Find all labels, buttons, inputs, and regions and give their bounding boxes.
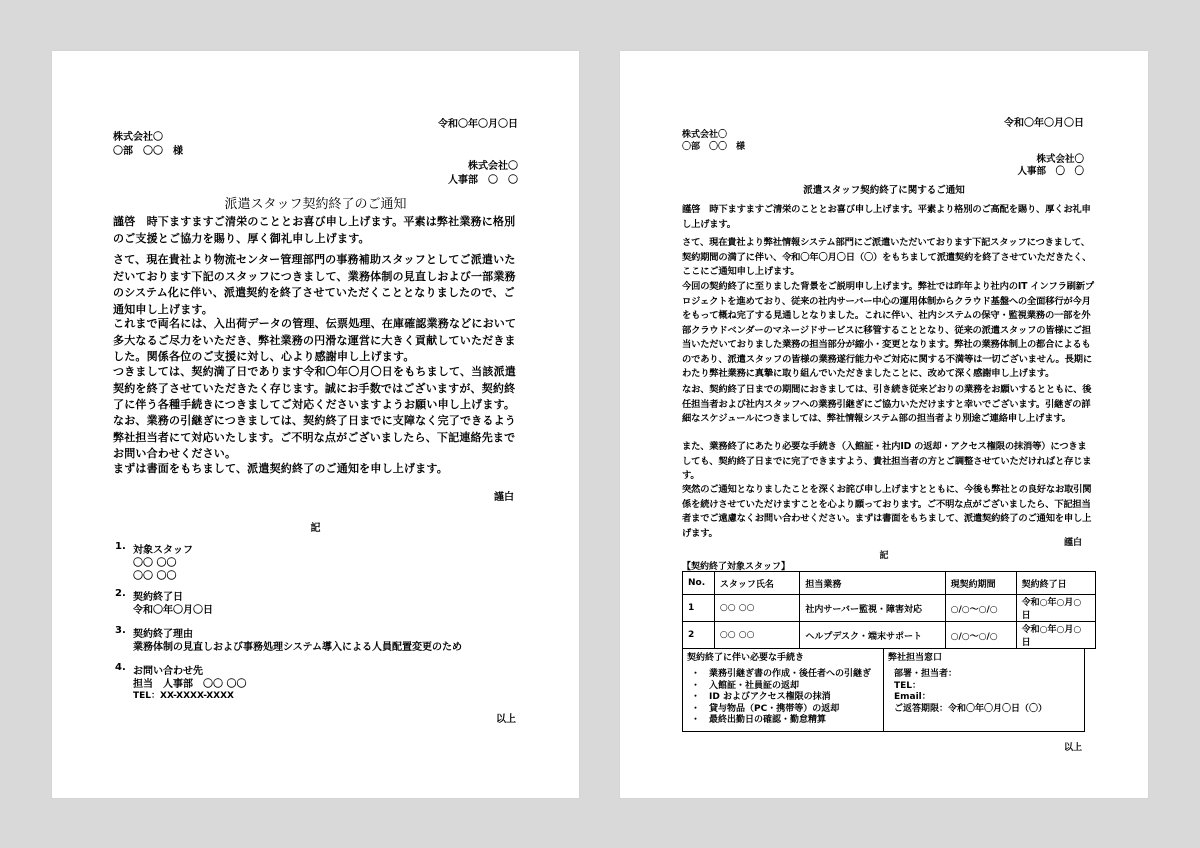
table-cell: 社内サーバー監視・障害対応 [800,595,945,622]
table-header-row [683,572,1096,595]
closing-kinpaku: 謹白 [494,492,514,503]
table-cell: ○/○〜○/○ [945,622,1016,649]
document-page-2 [620,51,1148,798]
sender-company: 株式会社〇 [1036,154,1084,165]
document-page-1 [52,51,579,798]
body-paragraph: 突然のご通知となりましたことを深くお詫び申し上げますとともに、今後も弊社との良好なお取引関係を続けさせていただけますことを心より願っております。ご不明な点がございましたら、下記担当者までご遠慮なくお問い合わせください。まずは書面をもちまして、派遣契約終了のご通知を申し上げます。 [682,484,1092,539]
item-line: TEL：XX-XXXX-XXXX [133,691,234,701]
letter-date: 令和〇年〇月〇日 [438,119,518,130]
closing-kinpaku: 謹白 [1063,538,1082,548]
letter-title: 派遣スタッフ契約終了に関するご通知 [803,185,965,196]
table-row [683,595,1096,622]
closing-ijou: 以上 [1063,743,1082,753]
item-number: 3. [115,625,126,636]
list-item: Email： [894,692,931,702]
ki-marker: 記 [310,523,321,534]
recipient-company: 株式会社〇 [682,130,728,140]
table-cell: 令和○年○月○日 [1016,622,1095,649]
contact-title: 弊社担当窓口 [888,653,943,663]
body-paragraph: さて、現在貴社より物流センター管理部門の事務補助スタッフとしてご派遣いただいております下記のスタッフにつきまして、業務体制の見直しおよび一部業務のシステム化に伴い、派遣契約を終了させていただくこととなりましたので、ご通知申し上げます。 [113,253,516,316]
sender-dept: 人事部 〇 〇 [448,175,518,186]
item-line: 業務体制の見直しおよび事務処理システム導入による人員配置変更のため [133,642,462,653]
table-cell: ○○ ○○ [714,622,799,649]
table-cell: ○○ ○○ [714,595,799,622]
table-cell: 令和○年○月○日 [1016,595,1095,622]
contact-list [894,669,1047,715]
list-item: ・ 最終出勤日の確認・勤怠精算 [691,715,827,725]
item-title: 契約終了日 [133,592,183,603]
detail-list [115,541,535,711]
list-item: ・ ID およびアクセス権限の抹消 [691,692,831,702]
list-item: ・ 貸与物品（PC・携帯等）の返却 [691,703,840,714]
item-title: 契約終了理由 [133,629,193,640]
body-paragraph: まずは書面をもちまして、派遣契約終了のご通知を申し上げます。 [113,462,448,475]
header-period: 現契約期間 [945,572,1016,595]
item-number: 2. [115,588,126,599]
procedures-list [691,669,871,727]
recipient-person: 〇部 〇〇 様 [113,146,183,157]
table-cell: 1 [683,595,715,622]
list-item: 部署・担当者： [894,669,958,679]
body-paragraph: なお、業務の引継ぎにつきましては、契約終了日までに支障なく完了できるよう弊社担当者にて対応いたします。ご不明な点がございましたら、下記連絡先までお問い合わせください。 [113,414,516,460]
item-number: 1. [115,541,126,552]
table-cell: 2 [683,622,715,649]
item-line: 担当 人事部 〇〇 〇〇 [133,679,247,690]
body-paragraph: また、業務終了にあたり必要な手続き（入館証・社内ID の返却・アクセス権限の抹消等）につきましても、契約終了日までに完了できますよう、貴社担当者の方とご調整させていただければと存じます。 [682,441,1092,481]
header-end-date: 契約終了日 [1016,572,1095,595]
header-name: スタッフ氏名 [714,572,799,595]
table-cell: ヘルプデスク・端末サポート [800,622,945,649]
sender-company: 株式会社〇 [468,161,518,172]
staff-table [682,571,1096,649]
list-item: TEL： [894,680,922,691]
body-paragraph: つきましては、契約満了日であります令和〇年〇月〇日をもちまして、当該派遣契約を終了させていただきたく存じます。誠にお手数ではございますが、契約終了に伴う各種手続きにつきましてご対応くださいますようお願い申し上げます。 [113,365,516,411]
recipient-company: 株式会社〇 [113,132,163,143]
table-row [683,622,1096,649]
ki-marker: 記 [879,551,889,561]
list-item: ・ 入館証・社員証の返却 [691,680,800,691]
header-no: No. [683,572,715,595]
body-paragraph: 謹啓 時下ますますご清栄のこととお喜び申し上げます。平素より格別のご高配を賜り、厚くお礼申し上げます。 [682,204,1091,230]
item-title: お問い合わせ先 [133,666,203,677]
list-item: ご返答期限：令和〇年〇月〇日（〇） [894,703,1048,714]
letter-date: 令和〇年〇月〇日 [1004,118,1084,129]
body-paragraph: 謹啓 時下ますますご清栄のこととお喜び申し上げます。平素は弊社業務に格別のご支援とご協力を賜り、厚く御礼申し上げます。 [113,215,516,245]
procedures-title: 契約終了に伴い必要な手続き [687,653,805,663]
body-paragraph: なお、契約終了日までの期間におきましては、引き続き従来どおりの業務をお願いするとともに、後任担当者および社内スタッフへの業務引継ぎにご協力いただけますと幸いでございます。引継ぎの詳細なスケジュールにつきましては、弊社情報システム部の担当者より別途ご連絡申し上げます。 [682,384,1092,424]
body-paragraph: 今回の契約終了に至りました背景をご説明申し上げます。弊社では昨年より社内のIT インフラ刷新プロジェクトを進めており、従来の社内サーバー中心の運用体制からクラウド基盤への全面移行が今月をもって概ね完了する見通しとなりました。これに伴い、社内システムの保守・監視業務の一部を外部クラウドベンダーのマネージドサービスに移管することとなり、従来の派遣スタッフの皆様にご担当いただいておりました業務の担当部分が縮小・変更となります。弊社の業務体制上の都合によるものであり、派遣スタッフの皆様の業務遂行能力やご対応に関する不満等は一切ございません。長期にわたり弊社業務に真摯に取り組んでいただきましたことに、改めて深く感謝申し上げます。 [682,281,1094,379]
letter-title: 派遣スタッフ契約終了のご通知 [224,197,407,212]
procedures-box [682,648,884,732]
item-line: 〇〇 〇〇 [133,558,177,569]
item-title: 対象スタッフ [133,545,193,556]
closing-ijou: 以上 [496,714,516,725]
sender-dept: 人事部 〇 〇 [1017,166,1084,177]
item-number: 4. [115,662,126,673]
header-duty: 担当業務 [800,572,945,595]
item-line: 〇〇 〇〇 [133,571,177,582]
list-item: ・ 業務引継ぎ書の作成・後任者への引継ぎ [691,669,872,679]
table-title: 【契約終了対象スタッフ】 [682,562,791,572]
table-cell: ○/○〜○/○ [945,595,1016,622]
item-line: 令和〇年〇月〇日 [133,605,213,616]
body-paragraph: これまで両名には、入出荷データの管理、伝票処理、在庫確認業務などにおいて多大なるご尽力をいただき、弊社業務の円滑な運営に大きく貢献していただきました。関係各位のご支援に対し、心より感謝申し上げます。 [113,317,517,363]
contact-box [883,648,1085,732]
recipient-person: 〇部 〇〇 様 [682,142,746,152]
body-paragraph: さて、現在貴社より弊社情報システム部門にご派遣いただいております下記スタッフにつきまして、契約期間の満了に伴い、令和〇年〇月〇日（〇）をもちまして派遣契約を終了させていただきたく、ここにご通知申し上げます。 [682,237,1092,277]
